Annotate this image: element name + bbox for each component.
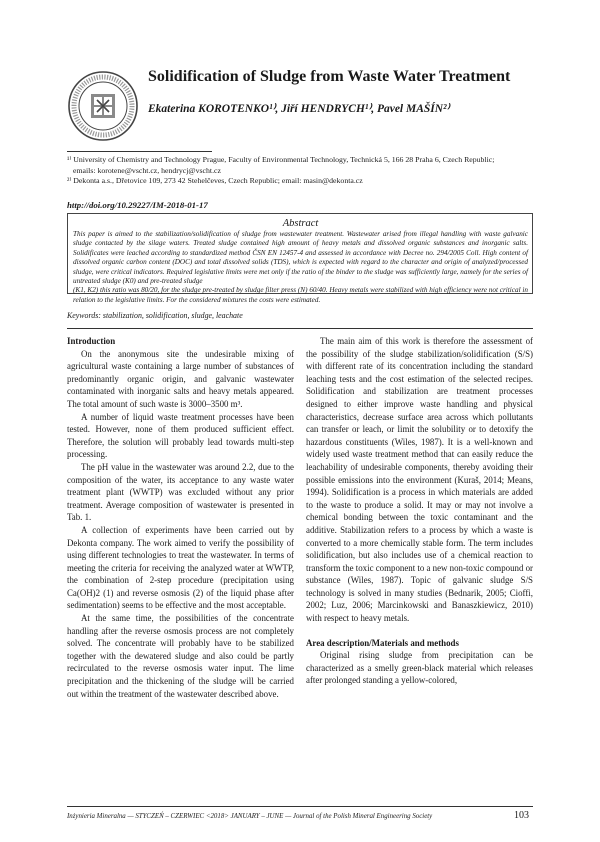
abstract-heading: Abstract	[282, 218, 319, 229]
affiliations	[67, 155, 537, 187]
journal-footer: Inżynieria Mineralna — STYCZEŃ – CZERWIEC <2018> JANUARY – JUNE — Journal of the Polish Mineral Engineering Society	[67, 813, 433, 820]
right-column	[306, 335, 533, 687]
keywords-divider	[67, 328, 533, 329]
affiliation-divider	[67, 151, 212, 152]
section-heading-area-description: Area description/Materials and methods	[306, 637, 459, 648]
affiliation-line: ¹⁾ University of Chemistry and Technology Prague, Faculty of Environmental Technology, Technická 5, 166 28 Praha 6, Czech Republic;	[67, 155, 495, 164]
doi-link[interactable]: http://doi.org/10.29227/IM-2018-01-17	[67, 200, 208, 210]
journal-seal-logo	[67, 70, 139, 142]
paragraph: The pH value in the wastewater was around 2.2, due to the composition of the water, its acceptance to any waste water treatment plant (WWTP) was excluded without any prior treatment. Average composition of wastewater is presented in Tab. 1.	[67, 461, 294, 523]
page-number: 103	[514, 810, 529, 821]
abstract-box	[67, 213, 533, 304]
affiliation-line: emails: korotene@vscht.cz, hendrycj@vscht.cz	[73, 165, 221, 175]
paragraph: A number of liquid waste treatment processes have been tested. However, none of them produced sufficient effect. Therefore, the solution will probably lead towards multi-step processing.	[67, 411, 294, 460]
article-authors: Ekaterina KOROTENKO¹⁾, Jiří HENDRYCH¹⁾, Pavel MAŠÍN²⁾	[148, 103, 450, 115]
paragraph: The main aim of this work is therefore the assessment of the possibility of the sludge stabilization/solidification (S/S) with different rate of its concentration including the standard leaching tests and the cost estimation of the selected recipes. Solidification and stabilization are treatment processes designed to either improve waste handling and physical characteristics, decrease surface area across which pollutants can transfer or leach, or limit the solubility or to detoxify the hazardous constituents (Wiles, 1987). It is a well-known and widely used waste treatment method that can easily reduce the leachability of undesirable components, thereby avoiding their possible emissions into the environment (Kuraš, 2014; Means, 1994). Solidification is a process in which materials are added to the waste to produce a solid. It may or may not involve a chemical bonding between the toxic contaminant and the additive. Stabilization refers to a process by which a waste is converted to a more chemically stable form. The term includes solidification, but also includes use of a chemical reaction to transform the toxic component to a new non-toxic compound or substance (Wiles, 1987). Topic of galvanic sludge S/S technology is solved in many studies (Bednarik, 2005; Cioffi, 2002; Luz, 2006; Marcinkowski and Banaszkiewicz, 2010) with respect to heavy metals.	[306, 336, 533, 624]
abstract-text-continued: (K1, K2) this ratio was 80/20, for the sludge pre-treated by sludge filter press (N) 60/40. Heavy metals were stabilized with high efficiency were not critical in relation to the legislative limits. For the considered mixtures the costs were estimated.	[73, 286, 528, 304]
abstract-text: This paper is aimed to the stabilization/solidification of sludge from wastewater treatment. Wastewater arised from illegal handling with waste galvanic sludge contacted by the silage waters. Treated sludge contained high amount of heavy metals and dissolved organic substances and inorganic salts. Solidificates were leached according to standardized method ČSN EN 12457-4 and assessed in accordance with Decree no. 294/2005 Coll. High content of dissolved organic carbon content (DOC) and total dissolved solids (TDS), which is expected with regard to the character and origin of analyzed/processed sludge, were critical indicators. Required legislative limits were met only if the ratio of the binder to the sludge was sufficiently large, namely for the series of untreated sludge (K0) and pre-treated sludge	[73, 230, 528, 286]
paragraph: A collection of experiments have been carried out by Dekonta company. The work aimed to verify the possibility of using different technologies to treat the wastewater. In terms of meeting the criteria for receiving the analyzed water at WWTP, the combination of 2-step procedure (precipitation using Ca(OH)2 (1) and reverse osmosis (2) of the liquid phase after sedimentation) seems to be effective and the most acceptable.	[67, 524, 294, 611]
paragraph: At the same time, the possibilities of the concentrate handling after the reverse osmosis process are not completely solved. The concentrate will probably have to be stabilized together with the dewatered sludge and also could be partly recirculated to the reverse osmosis water input. The lime precipitation and the thickening of the sludge will be carried out within the treatment of the wastewater described above.	[67, 613, 294, 699]
article-title: Solidification of Sludge from Waste Water Treatment	[148, 68, 511, 85]
paragraph: Original rising sludge from precipitation can be characterized as a smelly green-black material which releases after prolonged standing a yellow-colored,	[306, 650, 533, 686]
section-heading-introduction: Introduction	[67, 336, 116, 346]
footer-divider	[67, 806, 533, 807]
affiliation-line: ²⁾ Dekonta a.s., Dřetovice 109, 273 42 Stehelčeves, Czech Republic; email: masin@dekonta.cz	[67, 176, 363, 186]
left-column	[67, 335, 294, 700]
paragraph: On the anonymous site the undesirable mixing of agricultural waste containing a large number of substances of predominantly organic origin, and galvanic wastewater contaminated with inorganic salts and heavy metals appeared. The total amount of such waste is 3000–3500 m³.	[67, 348, 294, 409]
keywords: Keywords: stabilization, solidification, sludge, leachate	[67, 311, 243, 320]
